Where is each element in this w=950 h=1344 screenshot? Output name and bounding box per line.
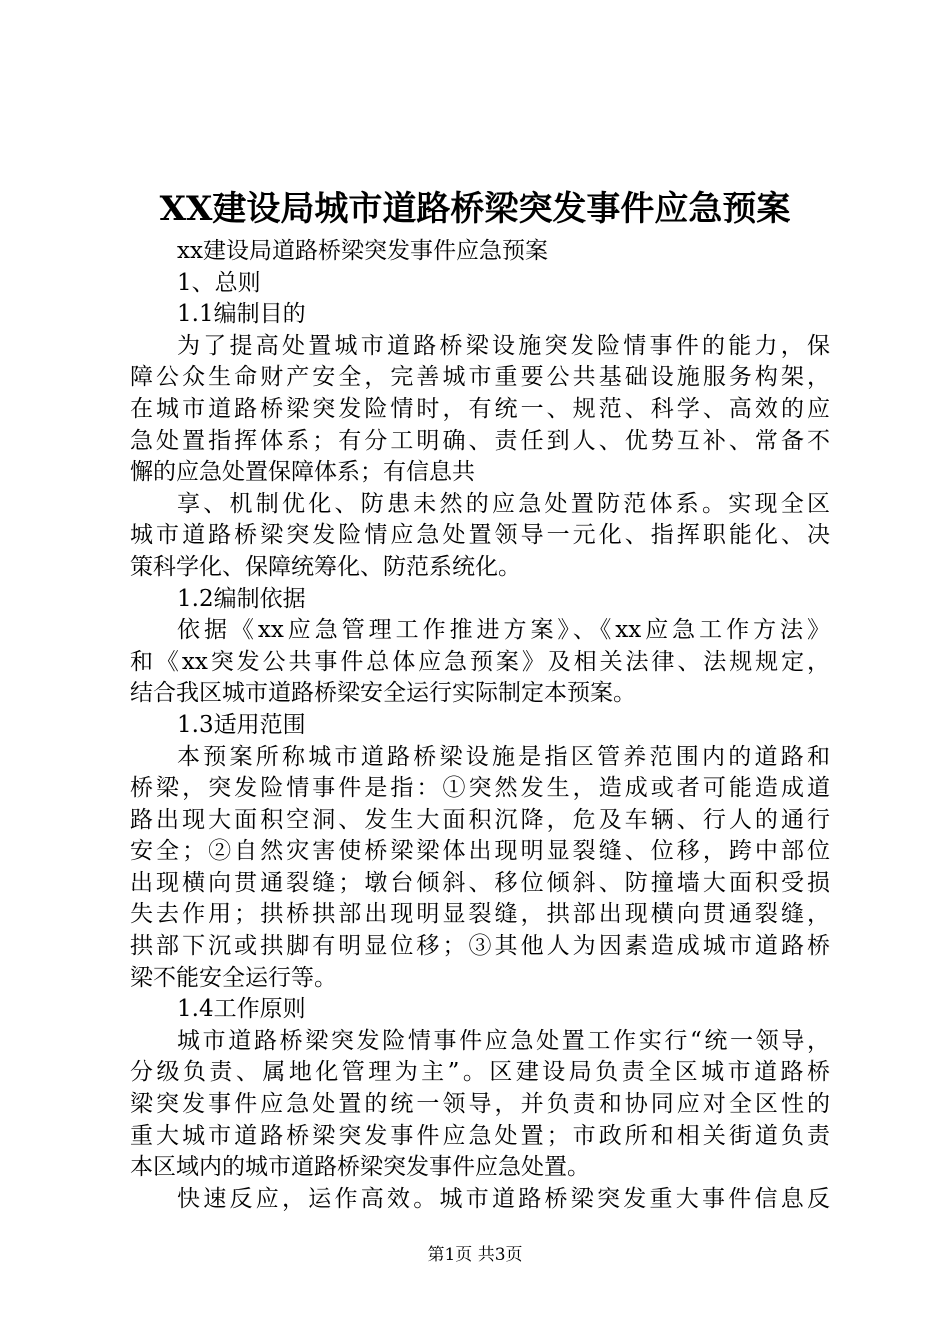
body-line: 结合我区城市道路桥梁安全运行实际制定本预案。	[130, 680, 636, 707]
document-body	[130, 236, 830, 1215]
body-line: 1.2编制依据	[177, 585, 306, 612]
body-line: 拱部下沉或拱脚有明显位移；③其他人为因素造成城市道路桥	[130, 933, 830, 960]
body-line: 路出现大面积空洞、发生大面积沉降，危及车辆、行人的通行	[130, 806, 830, 833]
document-title: XX建设局城市道路桥梁突发事件应急预案	[159, 189, 791, 229]
body-line: 梁不能安全运行等。	[130, 964, 337, 991]
body-line: 1.3适用范围	[177, 711, 306, 738]
body-line: 在城市道路桥梁突发险情时，有统一、规范、科学、高效的应	[130, 395, 830, 422]
body-line: 失去作用；拱桥拱部出现明显裂缝，拱部出现横向贯通裂缝，	[130, 901, 830, 928]
body-line: 1.1编制目的	[177, 301, 306, 328]
body-line: 1、总则	[177, 269, 261, 296]
body-line: 策科学化、保障统筹化、防范系统化。	[130, 553, 521, 580]
body-line: xx建设局道路桥梁突发事件应急预案	[177, 238, 548, 264]
body-line: 分级负责、属地化管理为主”。区建设局负责全区城市道路桥	[130, 1059, 830, 1086]
body-line: 本区域内的城市道路桥梁突发事件应急处置。	[130, 1154, 590, 1181]
body-line: 梁突发事件应急处置的统一领导，并负责和协同应对全区性的	[130, 1091, 830, 1118]
body-line: 桥梁，突发险情事件是指：①突然发生，造成或者可能造成道	[130, 775, 830, 802]
body-line: 本预案所称城市道路桥梁设施是指区管养范围内的道路和	[177, 743, 830, 770]
body-line: 依据《xx应急管理工作推进方案》、《xx应急工作方法》	[177, 617, 830, 644]
body-line: 为了提高处置城市道路桥梁设施突发险情事件的能力，保	[177, 332, 830, 359]
body-line: 1.4工作原则	[177, 996, 306, 1023]
body-line: 安全；②自然灾害使桥梁梁体出现明显裂缝、位移，跨中部位	[130, 838, 830, 865]
body-line: 享、机制优化、防患未然的应急处置防范体系。实现全区	[177, 490, 830, 517]
body-line: 出现横向贯通裂缝；墩台倾斜、移位倾斜、防撞墙大面积受损	[130, 869, 830, 896]
body-line: 快速反应，运作高效。城市道路桥梁突发重大事件信息反	[177, 1185, 830, 1212]
page-footer: 第1页 共3页	[427, 1245, 523, 1265]
body-line: 懈的应急处置保障体系；有信息共	[130, 459, 475, 486]
body-line: 城市道路桥梁突发险情应急处置领导一元化、指挥职能化、决	[130, 522, 830, 549]
body-line: 重大城市道路桥梁突发事件应急处置；市政所和相关街道负责	[130, 1122, 830, 1149]
body-line: 城市道路桥梁突发险情事件应急处置工作实行“统一领导，	[177, 1027, 830, 1054]
body-line: 和《xx突发公共事件总体应急预案》及相关法律、法规规定，	[130, 648, 830, 675]
body-line: 急处置指挥体系；有分工明确、责任到人、优势互补、常备不	[130, 427, 830, 454]
body-line: 障公众生命财产安全，完善城市重要公共基础设施服务构架，	[130, 364, 830, 391]
